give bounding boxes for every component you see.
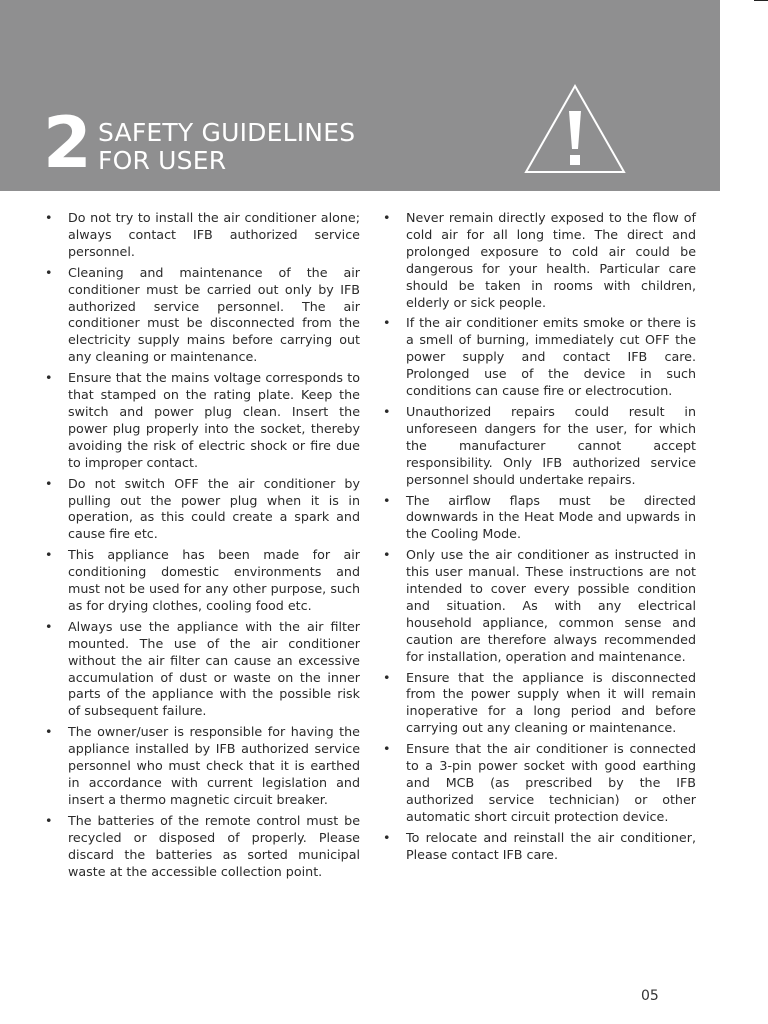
chapter-number: 2	[43, 102, 92, 184]
guideline-item: • Do not switch OFF the air conditioner by pulling out the power plug when it is in operation, as this could create a spark and cause fire etc.	[44, 476, 360, 544]
section-title	[98, 119, 355, 175]
guideline-item: • Never remain directly exposed to the flow of cold air for all long time. The direct and prolonged exposure to cold air could be dangerous for your health. Particular care should be taken in rooms with children, elderly or sick people.	[382, 210, 696, 311]
guideline-item: • Do not try to install the air conditioner alone; always contact IFB authorized service personnel.	[44, 210, 360, 261]
guideline-item: • Ensure that the air conditioner is connected to a 3-pin power socket with good earthing and MCB (as prescribed by the IFB authorized service technician) or other automatic short circuit protection device.	[382, 741, 696, 826]
right-column	[382, 210, 696, 868]
warning-triangle-icon	[523, 83, 627, 175]
guideline-item: • Unauthorized repairs could result in unforeseen dangers for the user, for which the manufacturer cannot accept responsibility. Only IFB authorized service personnel should undertake repairs.	[382, 404, 696, 489]
guideline-item: • Only use the air conditioner as instructed in this user manual. These instructions are not intended to cover every possible condition and situation. As with any electrical household appliance, common sense and caution are therefore always recommended for installation, operation and maintenance.	[382, 547, 696, 665]
section-header	[0, 0, 720, 191]
left-column	[44, 210, 360, 884]
guideline-item: • If the air conditioner emits smoke or there is a smell of burning, immediately cut OFF the power supply and contact IFB care. Prolonged use of the device in such conditions can cause fire or electrocution.	[382, 315, 696, 400]
guideline-item: • Ensure that the appliance is disconnected from the power supply when it will remain inoperative for a long period and before carrying out any cleaning or maintenance.	[382, 670, 696, 738]
title-line-2: FOR USER	[98, 146, 227, 175]
guideline-item: • Ensure that the mains voltage corresponds to that stamped on the rating plate. Keep the switch and power plug clean. Insert the power plug properly into the socket, thereby avoiding the risk of electric shock or fire due to improper contact.	[44, 370, 360, 471]
crop-mark-top-right	[754, 0, 768, 5]
title-line-1: SAFETY GUIDELINES	[98, 118, 356, 147]
guideline-item: • This appliance has been made for air conditioning domestic environments and must not be used for any other purpose, such as for drying clothes, cooling food etc.	[44, 547, 360, 615]
guideline-item: • To relocate and reinstall the air conditioner, Please contact IFB care.	[382, 830, 696, 864]
guideline-item: • The airflow flaps must be directed downwards in the Heat Mode and upwards in the Cooling Mode.	[382, 493, 696, 544]
guideline-item: • Cleaning and maintenance of the air conditioner must be carried out only by IFB authorized service personnel. The air conditioner must be disconnected from the electricity supply mains before carrying out any cleaning or maintenance.	[44, 265, 360, 366]
guideline-item: • The batteries of the remote control must be recycled or disposed of properly. Please discard the batteries as sorted municipal waste at the accessible collection point.	[44, 813, 360, 881]
guideline-item: • Always use the appliance with the air filter mounted. The use of the air conditioner without the air filter can cause an excessive accumulation of dust or waste on the inner parts of the appliance with the possible risk of subsequent failure.	[44, 619, 360, 720]
page-number: 05	[641, 988, 659, 1004]
guideline-item: • The owner/user is responsible for having the appliance installed by IFB authorized service personnel who must check that it is earthed in accordance with current legislation and insert a thermo magnetic circuit breaker.	[44, 724, 360, 809]
